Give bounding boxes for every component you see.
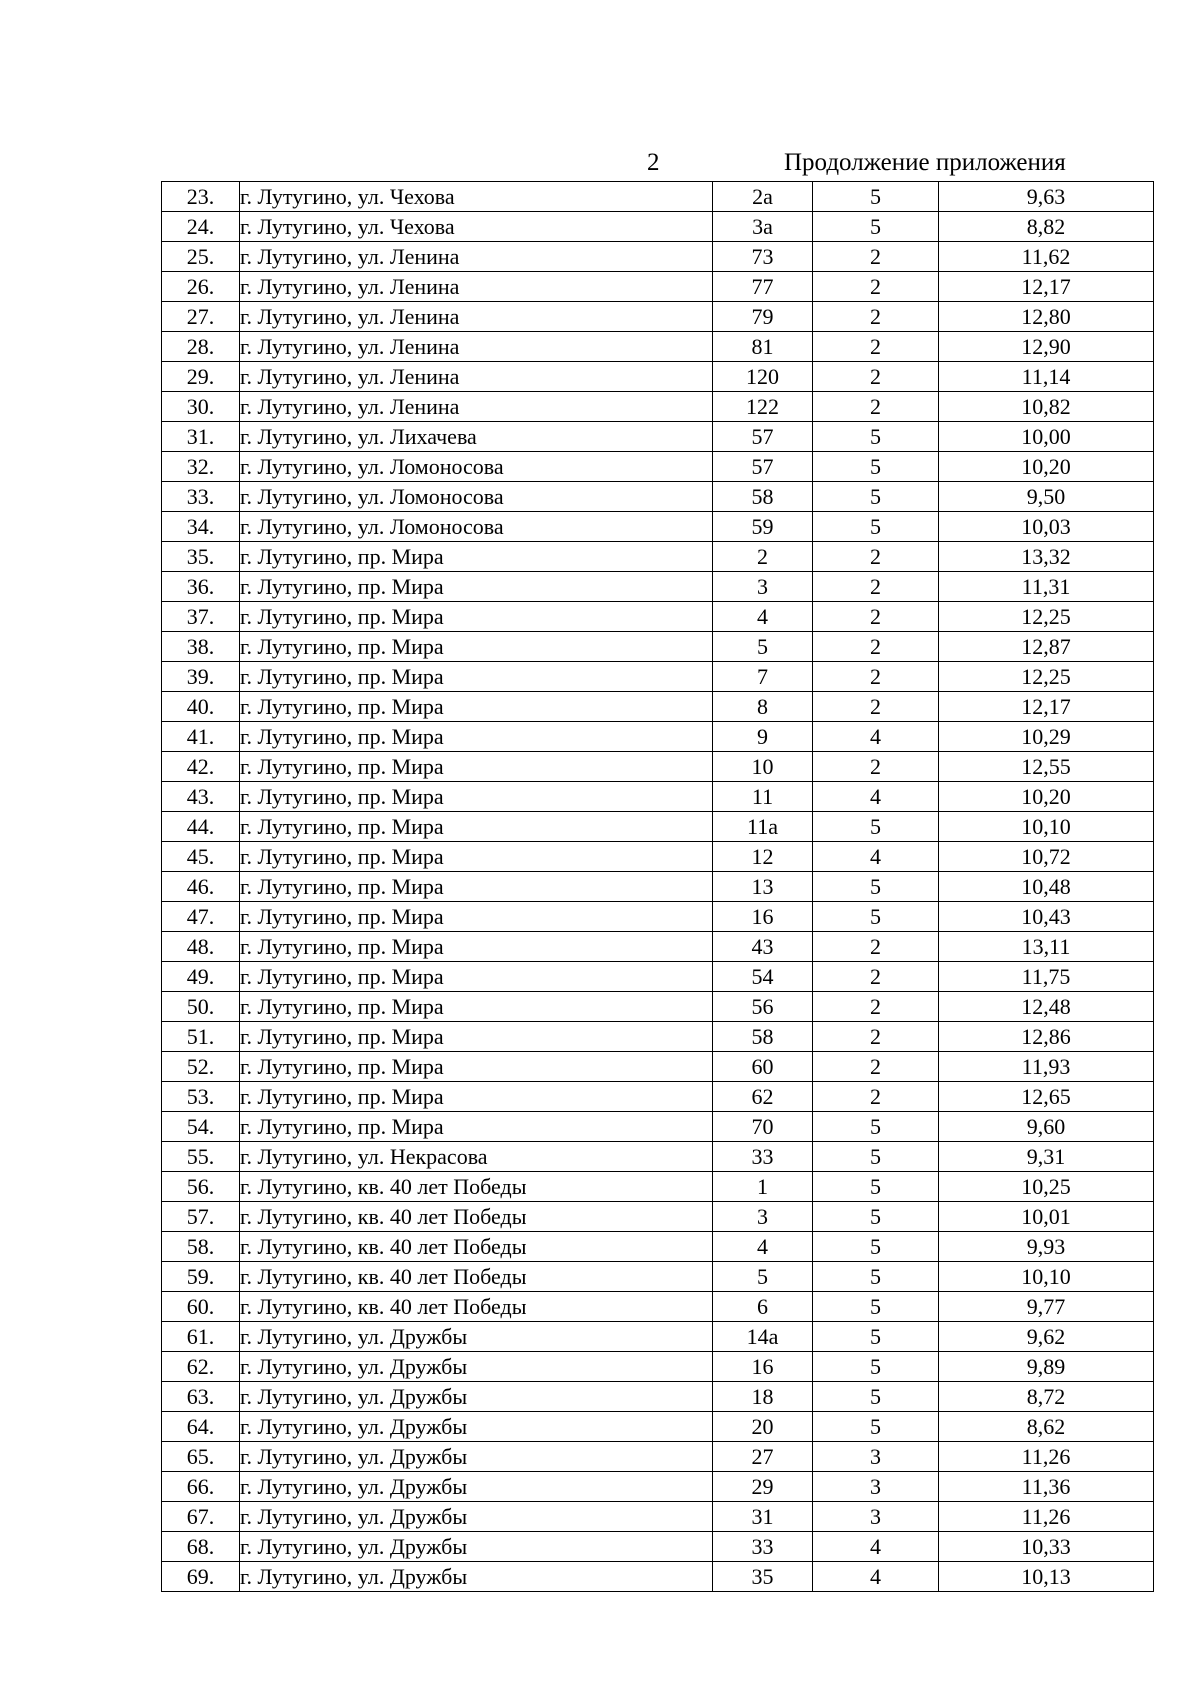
value-cell: 12,65 bbox=[939, 1082, 1154, 1112]
row-number-cell: 44. bbox=[162, 812, 240, 842]
address-cell: г. Лутугино, пр. Мира bbox=[240, 1112, 713, 1142]
table-row bbox=[162, 1022, 1154, 1052]
table-row bbox=[162, 692, 1154, 722]
table-row bbox=[162, 1112, 1154, 1142]
house-number-cell: 14а bbox=[713, 1322, 813, 1352]
floors-cell: 3 bbox=[813, 1442, 939, 1472]
address-cell: г. Лутугино, ул. Чехова bbox=[240, 182, 713, 212]
floors-cell: 5 bbox=[813, 1382, 939, 1412]
value-cell: 8,72 bbox=[939, 1382, 1154, 1412]
value-cell: 10,33 bbox=[939, 1532, 1154, 1562]
house-number-cell: 54 bbox=[713, 962, 813, 992]
address-cell: г. Лутугино, ул. Дружбы bbox=[240, 1502, 713, 1532]
address-cell: г. Лутугино, пр. Мира bbox=[240, 662, 713, 692]
row-number-cell: 66. bbox=[162, 1472, 240, 1502]
address-cell: г. Лутугино, ул. Ломоносова bbox=[240, 482, 713, 512]
table-row bbox=[162, 1142, 1154, 1172]
row-number-cell: 51. bbox=[162, 1022, 240, 1052]
value-cell: 12,48 bbox=[939, 992, 1154, 1022]
floors-cell: 5 bbox=[813, 902, 939, 932]
floors-cell: 5 bbox=[813, 1112, 939, 1142]
value-cell: 10,25 bbox=[939, 1172, 1154, 1202]
floors-cell: 5 bbox=[813, 422, 939, 452]
house-number-cell: 59 bbox=[713, 512, 813, 542]
address-cell: г. Лутугино, кв. 40 лет Победы bbox=[240, 1202, 713, 1232]
table-row bbox=[162, 362, 1154, 392]
row-number-cell: 43. bbox=[162, 782, 240, 812]
row-number-cell: 36. bbox=[162, 572, 240, 602]
table-row bbox=[162, 572, 1154, 602]
value-cell: 10,00 bbox=[939, 422, 1154, 452]
table-row bbox=[162, 452, 1154, 482]
house-number-cell: 70 bbox=[713, 1112, 813, 1142]
value-cell: 11,93 bbox=[939, 1052, 1154, 1082]
value-cell: 12,25 bbox=[939, 662, 1154, 692]
row-number-cell: 37. bbox=[162, 602, 240, 632]
row-number-cell: 45. bbox=[162, 842, 240, 872]
table-row bbox=[162, 392, 1154, 422]
row-number-cell: 57. bbox=[162, 1202, 240, 1232]
floors-cell: 4 bbox=[813, 842, 939, 872]
house-number-cell: 57 bbox=[713, 452, 813, 482]
house-number-cell: 120 bbox=[713, 362, 813, 392]
house-number-cell: 33 bbox=[713, 1532, 813, 1562]
floors-cell: 5 bbox=[813, 1322, 939, 1352]
address-cell: г. Лутугино, ул. Ленина bbox=[240, 362, 713, 392]
address-cell: г. Лутугино, ул. Дружбы bbox=[240, 1412, 713, 1442]
value-cell: 10,20 bbox=[939, 452, 1154, 482]
house-number-cell: 16 bbox=[713, 1352, 813, 1382]
value-cell: 12,90 bbox=[939, 332, 1154, 362]
value-cell: 10,20 bbox=[939, 782, 1154, 812]
value-cell: 9,62 bbox=[939, 1322, 1154, 1352]
table-row bbox=[162, 1562, 1154, 1592]
row-number-cell: 69. bbox=[162, 1562, 240, 1592]
floors-cell: 5 bbox=[813, 482, 939, 512]
floors-cell: 5 bbox=[813, 1202, 939, 1232]
address-cell: г. Лутугино, пр. Мира bbox=[240, 962, 713, 992]
row-number-cell: 28. bbox=[162, 332, 240, 362]
table-row bbox=[162, 662, 1154, 692]
table-row bbox=[162, 812, 1154, 842]
address-cell: г. Лутугино, пр. Мира bbox=[240, 1022, 713, 1052]
house-number-cell: 35 bbox=[713, 1562, 813, 1592]
house-number-cell: 122 bbox=[713, 392, 813, 422]
value-cell: 10,72 bbox=[939, 842, 1154, 872]
floors-cell: 3 bbox=[813, 1502, 939, 1532]
row-number-cell: 31. bbox=[162, 422, 240, 452]
floors-cell: 4 bbox=[813, 722, 939, 752]
floors-cell: 2 bbox=[813, 392, 939, 422]
row-number-cell: 59. bbox=[162, 1262, 240, 1292]
address-cell: г. Лутугино, пр. Мира bbox=[240, 722, 713, 752]
address-cell: г. Лутугино, ул. Ленина bbox=[240, 332, 713, 362]
house-number-cell: 20 bbox=[713, 1412, 813, 1442]
floors-cell: 2 bbox=[813, 752, 939, 782]
table-row bbox=[162, 182, 1154, 212]
address-cell: г. Лутугино, ул. Дружбы bbox=[240, 1442, 713, 1472]
value-cell: 12,87 bbox=[939, 632, 1154, 662]
house-number-cell: 81 bbox=[713, 332, 813, 362]
address-cell: г. Лутугино, ул. Ленина bbox=[240, 302, 713, 332]
floors-cell: 5 bbox=[813, 1232, 939, 1262]
row-number-cell: 32. bbox=[162, 452, 240, 482]
floors-cell: 5 bbox=[813, 1412, 939, 1442]
value-cell: 9,93 bbox=[939, 1232, 1154, 1262]
table-row bbox=[162, 1382, 1154, 1412]
house-number-cell: 9 bbox=[713, 722, 813, 752]
row-number-cell: 39. bbox=[162, 662, 240, 692]
house-number-cell: 33 bbox=[713, 1142, 813, 1172]
row-number-cell: 63. bbox=[162, 1382, 240, 1412]
value-cell: 9,50 bbox=[939, 482, 1154, 512]
address-cell: г. Лутугино, ул. Дружбы bbox=[240, 1382, 713, 1412]
row-number-cell: 46. bbox=[162, 872, 240, 902]
row-number-cell: 27. bbox=[162, 302, 240, 332]
table-row bbox=[162, 992, 1154, 1022]
address-cell: г. Лутугино, пр. Мира bbox=[240, 842, 713, 872]
row-number-cell: 35. bbox=[162, 542, 240, 572]
value-cell: 12,25 bbox=[939, 602, 1154, 632]
address-cell: г. Лутугино, ул. Ломоносова bbox=[240, 512, 713, 542]
house-number-cell: 43 bbox=[713, 932, 813, 962]
value-cell: 8,62 bbox=[939, 1412, 1154, 1442]
value-cell: 9,63 bbox=[939, 182, 1154, 212]
table-row bbox=[162, 872, 1154, 902]
address-cell: г. Лутугино, кв. 40 лет Победы bbox=[240, 1262, 713, 1292]
table-row bbox=[162, 272, 1154, 302]
value-cell: 9,31 bbox=[939, 1142, 1154, 1172]
floors-cell: 2 bbox=[813, 572, 939, 602]
floors-cell: 4 bbox=[813, 782, 939, 812]
floors-cell: 4 bbox=[813, 1562, 939, 1592]
row-number-cell: 23. bbox=[162, 182, 240, 212]
table-row bbox=[162, 1322, 1154, 1352]
house-number-cell: 79 bbox=[713, 302, 813, 332]
table-row bbox=[162, 542, 1154, 572]
table-row bbox=[162, 722, 1154, 752]
address-cell: г. Лутугино, кв. 40 лет Победы bbox=[240, 1232, 713, 1262]
row-number-cell: 47. bbox=[162, 902, 240, 932]
floors-cell: 2 bbox=[813, 1022, 939, 1052]
value-cell: 11,14 bbox=[939, 362, 1154, 392]
row-number-cell: 53. bbox=[162, 1082, 240, 1112]
value-cell: 10,29 bbox=[939, 722, 1154, 752]
house-number-cell: 58 bbox=[713, 1022, 813, 1052]
house-number-cell: 58 bbox=[713, 482, 813, 512]
address-cell: г. Лутугино, пр. Мира bbox=[240, 602, 713, 632]
table-row bbox=[162, 752, 1154, 782]
appendix-table bbox=[161, 181, 1154, 1592]
address-cell: г. Лутугино, ул. Дружбы bbox=[240, 1532, 713, 1562]
row-number-cell: 33. bbox=[162, 482, 240, 512]
row-number-cell: 40. bbox=[162, 692, 240, 722]
table-row bbox=[162, 1172, 1154, 1202]
house-number-cell: 27 bbox=[713, 1442, 813, 1472]
house-number-cell: 60 bbox=[713, 1052, 813, 1082]
floors-cell: 2 bbox=[813, 362, 939, 392]
table-row bbox=[162, 512, 1154, 542]
floors-cell: 2 bbox=[813, 1082, 939, 1112]
floors-cell: 2 bbox=[813, 602, 939, 632]
floors-cell: 5 bbox=[813, 1292, 939, 1322]
row-number-cell: 58. bbox=[162, 1232, 240, 1262]
house-number-cell: 11а bbox=[713, 812, 813, 842]
house-number-cell: 4 bbox=[713, 602, 813, 632]
address-cell: г. Лутугино, ул. Дружбы bbox=[240, 1472, 713, 1502]
row-number-cell: 42. bbox=[162, 752, 240, 782]
row-number-cell: 54. bbox=[162, 1112, 240, 1142]
floors-cell: 2 bbox=[813, 242, 939, 272]
table-row bbox=[162, 1412, 1154, 1442]
address-cell: г. Лутугино, пр. Мира bbox=[240, 692, 713, 722]
floors-cell: 5 bbox=[813, 212, 939, 242]
row-number-cell: 64. bbox=[162, 1412, 240, 1442]
floors-cell: 2 bbox=[813, 992, 939, 1022]
house-number-cell: 2а bbox=[713, 182, 813, 212]
floors-cell: 2 bbox=[813, 302, 939, 332]
value-cell: 10,03 bbox=[939, 512, 1154, 542]
value-cell: 11,26 bbox=[939, 1502, 1154, 1532]
table-row bbox=[162, 602, 1154, 632]
floors-cell: 3 bbox=[813, 1472, 939, 1502]
row-number-cell: 50. bbox=[162, 992, 240, 1022]
table-row bbox=[162, 1442, 1154, 1472]
value-cell: 12,17 bbox=[939, 272, 1154, 302]
floors-cell: 5 bbox=[813, 512, 939, 542]
address-cell: г. Лутугино, пр. Мира bbox=[240, 1082, 713, 1112]
house-number-cell: 3 bbox=[713, 1202, 813, 1232]
address-cell: г. Лутугино, ул. Дружбы bbox=[240, 1322, 713, 1352]
table-row bbox=[162, 1502, 1154, 1532]
house-number-cell: 8 bbox=[713, 692, 813, 722]
floors-cell: 5 bbox=[813, 1172, 939, 1202]
floors-cell: 2 bbox=[813, 692, 939, 722]
table-row bbox=[162, 1202, 1154, 1232]
floors-cell: 5 bbox=[813, 812, 939, 842]
address-cell: г. Лутугино, ул. Дружбы bbox=[240, 1352, 713, 1382]
table-row bbox=[162, 212, 1154, 242]
table-row bbox=[162, 1472, 1154, 1502]
address-cell: г. Лутугино, пр. Мира bbox=[240, 1052, 713, 1082]
address-cell: г. Лутугино, ул. Лихачева bbox=[240, 422, 713, 452]
value-cell: 12,55 bbox=[939, 752, 1154, 782]
table-row bbox=[162, 1532, 1154, 1562]
address-cell: г. Лутугино, кв. 40 лет Победы bbox=[240, 1172, 713, 1202]
value-cell: 11,31 bbox=[939, 572, 1154, 602]
address-cell: г. Лутугино, ул. Ленина bbox=[240, 272, 713, 302]
row-number-cell: 56. bbox=[162, 1172, 240, 1202]
address-cell: г. Лутугино, пр. Мира bbox=[240, 572, 713, 602]
address-cell: г. Лутугино, пр. Мира bbox=[240, 992, 713, 1022]
house-number-cell: 6 bbox=[713, 1292, 813, 1322]
table-body bbox=[162, 182, 1154, 1592]
address-cell: г. Лутугино, ул. Дружбы bbox=[240, 1562, 713, 1592]
table-row bbox=[162, 1082, 1154, 1112]
table-row bbox=[162, 242, 1154, 272]
table-row bbox=[162, 902, 1154, 932]
house-number-cell: 1 bbox=[713, 1172, 813, 1202]
address-cell: г. Лутугино, пр. Мира bbox=[240, 542, 713, 572]
row-number-cell: 41. bbox=[162, 722, 240, 752]
table-row bbox=[162, 302, 1154, 332]
table-row bbox=[162, 782, 1154, 812]
floors-cell: 5 bbox=[813, 1352, 939, 1382]
value-cell: 10,01 bbox=[939, 1202, 1154, 1232]
address-cell: г. Лутугино, пр. Мира bbox=[240, 782, 713, 812]
table-row bbox=[162, 632, 1154, 662]
table-row bbox=[162, 962, 1154, 992]
value-cell: 10,13 bbox=[939, 1562, 1154, 1592]
value-cell: 8,82 bbox=[939, 212, 1154, 242]
row-number-cell: 68. bbox=[162, 1532, 240, 1562]
floors-cell: 5 bbox=[813, 1142, 939, 1172]
row-number-cell: 34. bbox=[162, 512, 240, 542]
table-row bbox=[162, 332, 1154, 362]
house-number-cell: 12 bbox=[713, 842, 813, 872]
floors-cell: 2 bbox=[813, 272, 939, 302]
floors-cell: 2 bbox=[813, 1052, 939, 1082]
row-number-cell: 38. bbox=[162, 632, 240, 662]
address-cell: г. Лутугино, пр. Мира bbox=[240, 812, 713, 842]
row-number-cell: 61. bbox=[162, 1322, 240, 1352]
house-number-cell: 16 bbox=[713, 902, 813, 932]
house-number-cell: 62 bbox=[713, 1082, 813, 1112]
address-cell: г. Лутугино, пр. Мира bbox=[240, 902, 713, 932]
address-cell: г. Лутугино, ул. Ленина bbox=[240, 242, 713, 272]
address-cell: г. Лутугино, пр. Мира bbox=[240, 932, 713, 962]
floors-cell: 2 bbox=[813, 962, 939, 992]
house-number-cell: 73 bbox=[713, 242, 813, 272]
table-row bbox=[162, 482, 1154, 512]
value-cell: 9,77 bbox=[939, 1292, 1154, 1322]
house-number-cell: 56 bbox=[713, 992, 813, 1022]
floors-cell: 5 bbox=[813, 452, 939, 482]
house-number-cell: 31 bbox=[713, 1502, 813, 1532]
table-row bbox=[162, 422, 1154, 452]
house-number-cell: 5 bbox=[713, 1262, 813, 1292]
floors-cell: 4 bbox=[813, 1532, 939, 1562]
value-cell: 10,10 bbox=[939, 1262, 1154, 1292]
floors-cell: 5 bbox=[813, 1262, 939, 1292]
house-number-cell: 10 bbox=[713, 752, 813, 782]
house-number-cell: 3 bbox=[713, 572, 813, 602]
house-number-cell: 77 bbox=[713, 272, 813, 302]
value-cell: 11,36 bbox=[939, 1472, 1154, 1502]
table-row bbox=[162, 1262, 1154, 1292]
continuation-label: Продолжение приложения bbox=[784, 149, 1066, 176]
house-number-cell: 3а bbox=[713, 212, 813, 242]
floors-cell: 2 bbox=[813, 932, 939, 962]
house-number-cell: 57 bbox=[713, 422, 813, 452]
table-row bbox=[162, 1292, 1154, 1322]
table-row bbox=[162, 1232, 1154, 1262]
address-cell: г. Лутугино, пр. Мира bbox=[240, 752, 713, 782]
floors-cell: 2 bbox=[813, 662, 939, 692]
table-row bbox=[162, 932, 1154, 962]
value-cell: 11,26 bbox=[939, 1442, 1154, 1472]
address-cell: г. Лутугино, пр. Мира bbox=[240, 632, 713, 662]
row-number-cell: 65. bbox=[162, 1442, 240, 1472]
row-number-cell: 52. bbox=[162, 1052, 240, 1082]
value-cell: 12,17 bbox=[939, 692, 1154, 722]
floors-cell: 2 bbox=[813, 332, 939, 362]
value-cell: 12,86 bbox=[939, 1022, 1154, 1052]
address-cell: г. Лутугино, ул. Чехова bbox=[240, 212, 713, 242]
table-row bbox=[162, 842, 1154, 872]
value-cell: 9,60 bbox=[939, 1112, 1154, 1142]
address-cell: г. Лутугино, ул. Ломоносова bbox=[240, 452, 713, 482]
house-number-cell: 4 bbox=[713, 1232, 813, 1262]
address-cell: г. Лутугино, кв. 40 лет Победы bbox=[240, 1292, 713, 1322]
floors-cell: 5 bbox=[813, 182, 939, 212]
address-cell: г. Лутугино, пр. Мира bbox=[240, 872, 713, 902]
value-cell: 9,89 bbox=[939, 1352, 1154, 1382]
row-number-cell: 67. bbox=[162, 1502, 240, 1532]
address-cell: г. Лутугино, ул. Ленина bbox=[240, 392, 713, 422]
house-number-cell: 2 bbox=[713, 542, 813, 572]
page-number: 2 bbox=[647, 149, 660, 176]
table-row bbox=[162, 1352, 1154, 1382]
row-number-cell: 49. bbox=[162, 962, 240, 992]
house-number-cell: 13 bbox=[713, 872, 813, 902]
row-number-cell: 24. bbox=[162, 212, 240, 242]
address-cell: г. Лутугино, ул. Некрасова bbox=[240, 1142, 713, 1172]
value-cell: 10,43 bbox=[939, 902, 1154, 932]
row-number-cell: 26. bbox=[162, 272, 240, 302]
house-number-cell: 29 bbox=[713, 1472, 813, 1502]
value-cell: 10,48 bbox=[939, 872, 1154, 902]
value-cell: 13,11 bbox=[939, 932, 1154, 962]
row-number-cell: 25. bbox=[162, 242, 240, 272]
floors-cell: 2 bbox=[813, 542, 939, 572]
row-number-cell: 55. bbox=[162, 1142, 240, 1172]
row-number-cell: 62. bbox=[162, 1352, 240, 1382]
house-number-cell: 11 bbox=[713, 782, 813, 812]
row-number-cell: 30. bbox=[162, 392, 240, 422]
value-cell: 11,75 bbox=[939, 962, 1154, 992]
house-number-cell: 7 bbox=[713, 662, 813, 692]
value-cell: 10,10 bbox=[939, 812, 1154, 842]
table-row bbox=[162, 1052, 1154, 1082]
value-cell: 13,32 bbox=[939, 542, 1154, 572]
floors-cell: 2 bbox=[813, 632, 939, 662]
row-number-cell: 48. bbox=[162, 932, 240, 962]
house-number-cell: 5 bbox=[713, 632, 813, 662]
row-number-cell: 29. bbox=[162, 362, 240, 392]
row-number-cell: 60. bbox=[162, 1292, 240, 1322]
value-cell: 11,62 bbox=[939, 242, 1154, 272]
value-cell: 10,82 bbox=[939, 392, 1154, 422]
value-cell: 12,80 bbox=[939, 302, 1154, 332]
floors-cell: 5 bbox=[813, 872, 939, 902]
house-number-cell: 18 bbox=[713, 1382, 813, 1412]
